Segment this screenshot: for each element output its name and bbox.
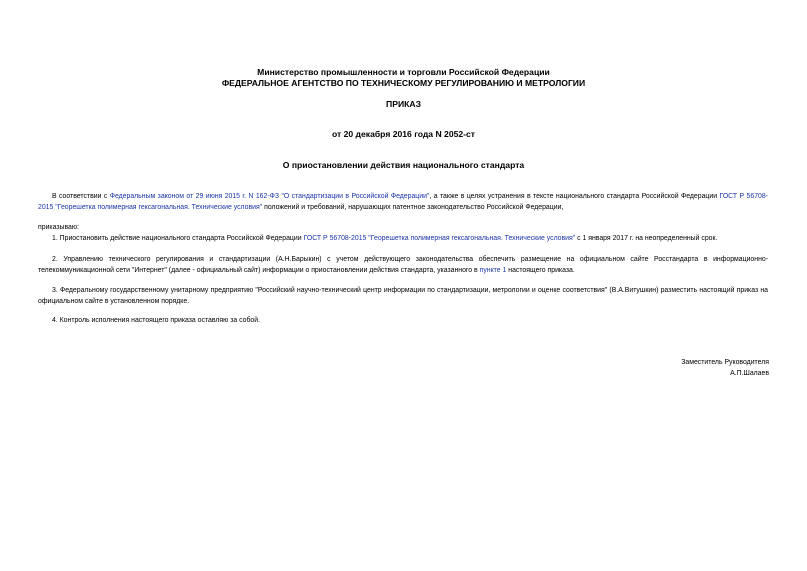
- document-type: ПРИКАЗ: [386, 99, 421, 109]
- item-2-text-1: 2. Управлению технического регулирования и стандартизации (А.Н.Барыкин) с учетом действующего законодательства обеспечить размещение на официальном сайте Росстандарта в информационно-телекоммуникационной сети "Интернет" (далее - официальный сайт) информации о приостановлении действия стандарта, указанного в: [38, 256, 768, 274]
- order-item-3: 3. Федеральному государственному унитарному предприятию "Российский научно-технический центр информации по стандартизации, метрологии и оценке соответствия" (В.А.Витушкин) разместить настоящий приказ на официальном сайте в установленном порядке.: [38, 287, 768, 305]
- document-date-number: от 20 декабря 2016 года N 2052-ст: [331, 129, 476, 139]
- document-title: О приостановлении действия национального стандарта: [282, 160, 525, 170]
- preamble-paragraph: [38, 191, 768, 213]
- order-item-4: 4. Контроль исполнения настоящего приказа оставляю за собой.: [52, 317, 260, 324]
- item-2-clause-link[interactable]: пункте 1: [479, 267, 507, 274]
- order-item-2: [38, 254, 768, 276]
- gost-link[interactable]: ГОСТ Р 56708-2015 "Георешетка полимерная гексагональная. Технические условия": [38, 193, 769, 211]
- preamble-text-3: положений и требований, нарушающих патентное законодательство Российской Федерации,: [262, 204, 564, 211]
- preamble-text-2: , а также в целях устранения в тексте национального стандарта Российской Федерации: [429, 193, 720, 200]
- item-1-gost-link[interactable]: ГОСТ Р 56708-2015 "Георешетка полимерная гексагональная. Технические условия": [303, 235, 576, 242]
- preamble-text-1: В соответствии с: [52, 193, 110, 200]
- order-word: приказываю:: [38, 224, 79, 231]
- item-1-text-2: с 1 января 2017 г. на неопределенный срок.: [575, 235, 718, 242]
- agency-name: ФЕДЕРАЛЬНОЕ АГЕНТСТВО ПО ТЕХНИЧЕСКОМУ РЕГУЛИРОВАНИЮ И МЕТРОЛОГИИ: [221, 78, 586, 88]
- federal-law-link[interactable]: Федеральным законом от 29 июня 2015 г. N 162-ФЗ "О стандартизации в Российской Федерации": [109, 193, 430, 200]
- item-2-text-2: настоящего приказа.: [506, 267, 575, 274]
- signature-name: А.П.Шалаев: [730, 370, 769, 377]
- order-item-1: [38, 233, 768, 244]
- ministry-name: Министерство промышленности и торговли Российской Федерации: [257, 67, 550, 77]
- item-1-text-1: 1. Приостановить действие национального стандарта Российской Федерации: [52, 235, 304, 242]
- signature-position: Заместитель Руководителя: [681, 359, 769, 366]
